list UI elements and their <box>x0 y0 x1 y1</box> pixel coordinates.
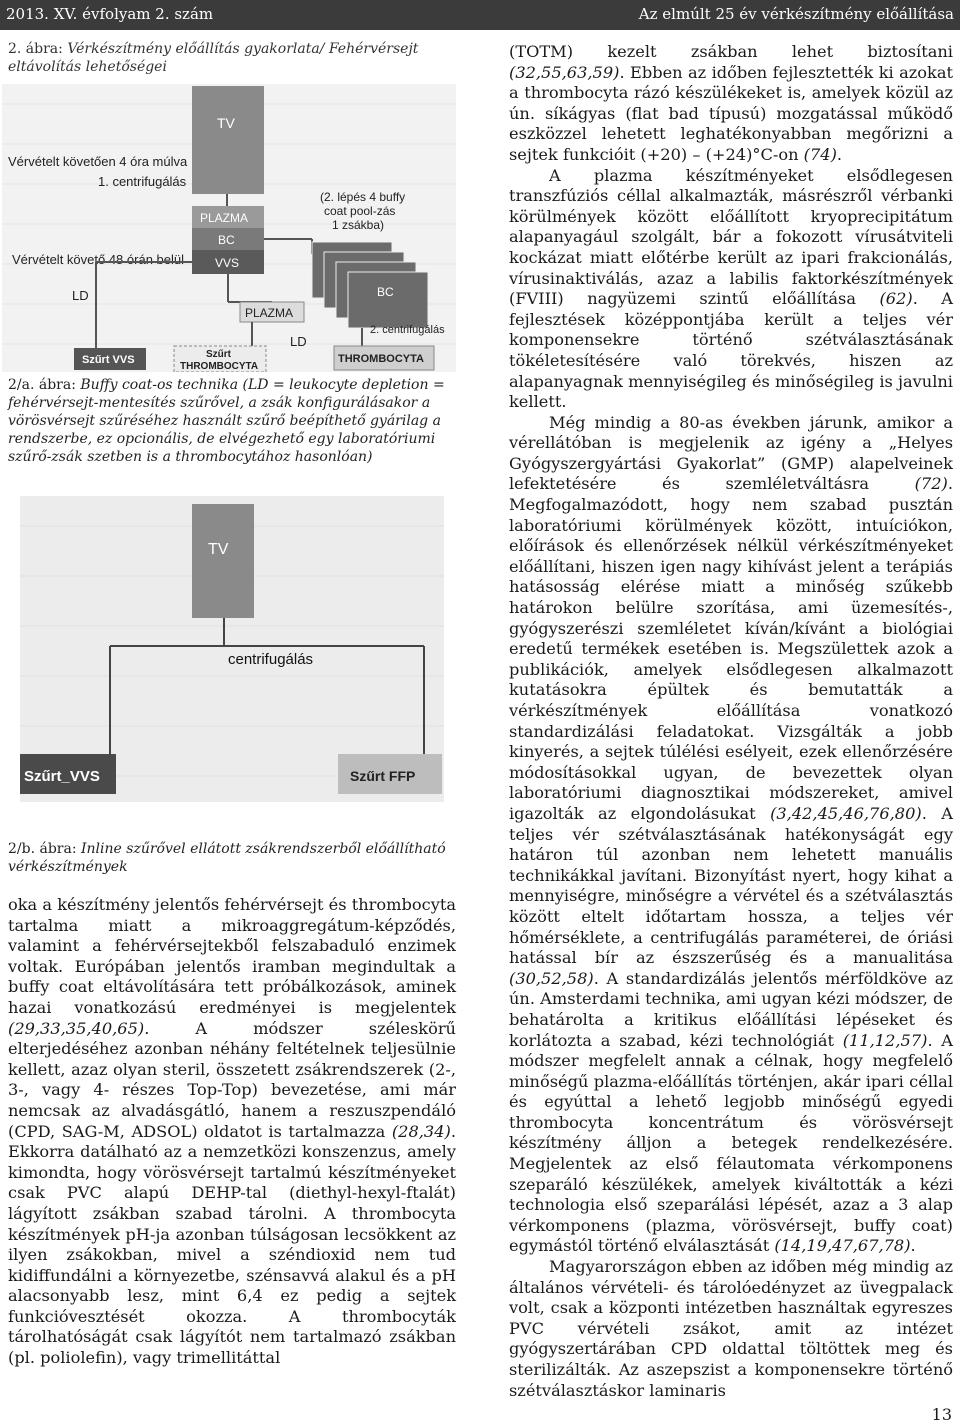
paragraph: oka a készítmény jelentős fehérvérsejt és thrombocyta tartalma miatt a mikroaggregátum-képződés, valamint a fehérvérsejtekből felszabaduló enzimek voltak. Európában jelentős iramban megindultak a buffy coat eltávolítására tett próbálkozások, aminek hazai vonatkozású eredményei is megjelentek (29,33,35,40,65). A módszer széleskörű elterjedéséhez azonban néhány feltételnek teljesülnie kellett, azaz olyan steril, összetett zsákrendszerek (2-, 3-, vagy 4- részes Top-Top) bevezetése, ami már nemcsak az alvadásgátló, hanem a reszuszpendáló (CPD, SAG-M, ADSOL) oldatot is tartalmazza (28,34). Ekkorra datálható az a nemzetközi konszenzus, amely kimondta, hogy vörösvérsejt tartalmú készítményeket csak PVC alapú DEHP-tal (diethyl-hexyl-ftalát) lágyított zsákban szabad tárolni. A thrombocyta készítmények pH-ja azonban túlságosan lecsökkent az ilyen zsákokban, mivel a széndioxid nem tud kidiffundálni a környezetbe, szénsavvá alakul és a pH alacsonyabb lesz, mint 6,4 ez pedig a sejtek funkcióvesztését okozza. A thrombocyták tárolhatóságát csak lágyítót nem tartalmazó zsákban (pl. poliolefin), vagy trimellitáttal <box>8 895 456 1368</box>
bc-label: BC <box>218 233 235 247</box>
szurt-vvs-label: Szűrt VVS <box>82 354 135 366</box>
citation: (30,52,58) <box>509 968 594 988</box>
citation: (3,42,45,46,76,80) <box>770 803 922 823</box>
szurt-thr-label-2: THROMBOCYTA <box>180 361 259 372</box>
plazma-label: PLAZMA <box>200 211 249 225</box>
bc-pool-label: BC <box>377 285 394 299</box>
caption-text: Vérkészítmény előállítás gyakorlata/ Fehérvérsejt eltávolítás lehetőségei <box>8 41 419 75</box>
step2-note-3: 1 zsákba) <box>332 218 385 232</box>
citation: (72) <box>914 474 948 494</box>
centr2-label: 2. centrifugálás <box>370 324 445 336</box>
citation: (14,19,47,67,78) <box>774 1236 911 1256</box>
figure-2a-diagram <box>2 84 456 372</box>
plazma2-label: PLAZMA <box>245 306 294 320</box>
vvs-label: VVS <box>215 256 240 270</box>
caption-lead: 2/b. ábra: <box>8 841 77 857</box>
note-48h: Vérvételt követő 48 órán belül <box>12 252 184 267</box>
right-column-text <box>509 42 953 1401</box>
tv-bag <box>192 86 264 194</box>
ld-label-2: LD <box>290 334 307 349</box>
tv-bag <box>192 504 254 618</box>
citation: (74) <box>803 144 837 164</box>
caption-text: Inline szűrővel ellátott zsákrendszerből előállítható vérkészítmények <box>8 841 446 875</box>
paragraph: Még mindig a 80-as években járunk, amikor a vérellátóban is megjelenik az igény a „Helyes Gyógyszergyártási Gyakorlat” (GMP) alapelveinek lefektetésére és szemléletváltásra (72). Megfogalmazódott, hogy nem szabad pusztán laboratóriumi körülmények között, intuíciókon, előírások és ellenőrzések nélkül vérkészítményeket előállítani, hiszen igen nagy kihívást jelent a terápiás hatásosság elérése miatt a minőség szűkebb határokon belülre szorítása, ami üzemesítés-, gyógyszerészi szemléletet kíván/kívánt a biológiai eredetű termékek esetében is. Megszülettek azok a publikációk, amelyek elsődlegesen alkalmazott kutatásokra épültek és bemutatták a vérkészítmények előállítása vonatkozó standardizálási feladatokat. Vizsgálták a jobb kinyerés, a sejtek túlélési esélyeit, ezek ellenőrzésére módosításokkal ugyan, de bevezettek olyan laboratóriumi diagnosztikai módszereket, amivel igazolták az elgondolásukat (3,42,45,46,76,80). A teljes vér szétválasztásának hatékonyságát egy határon túl azonban nem lehetett manuális technikákkal javítani. Bizonyítást nyert, hogy kihat a mennyiségre, minőségre a vérvétel és a szétválasztás között eltelt időtartam hossza, a teljes vér hőmérséklete, a centrifugálás paraméterei, de óriási hatással bír az észszerűség és a manualitása (30,52,58). A standardizálás jelentős mérföldköve az ún. Amsterdami technika, ami ugyan kézi módszer, de behatárolta a kritikus előállítási lépéseket és korlátozta a szabad, kézi technológiát (11,12,57). A módszer megfelelt annak a célnak, hogy megfelelő minőségű plazma-előállítás történjen, akár ipari céllal és egyúttal a lehető legjobb minőségű egyedi thrombocyta koncentrátum és vörösvérsejt készítmény álljon a betegek rendelkezésére. Megjelentek az első félautomata vérkomponens szeparáló készülékek, amelyek kiváltották a kézi technologia első szeparálási lépését, azaz a 3 alap vérkomponens (plazma, vörösvérsejt, buffy coat) egymástól történő elválasztását (14,19,47,67,78). <box>509 412 954 1256</box>
szurt-vvs-label: Szűrt_VVS <box>24 768 100 785</box>
centr-label: centrifugálás <box>228 651 314 668</box>
step2-note-2: coat pool-zás <box>324 204 396 218</box>
note-4h: Vérvételt követően 4 óra múlva <box>8 154 188 169</box>
citation: (11,12,57) <box>842 1030 928 1050</box>
figure-2-caption <box>8 40 458 76</box>
figure-2b-svg <box>20 496 444 802</box>
paragraph: A plazma készítményeket elsődlegesen transzfúziós céllal alkalmazták, másrészről vérbanki körülmények között előállított kryoprecipitátum alapanyagául szolgált, bár a fokozott vírusátviteli kockázat miatt előtérbe került az ipari frakcionálás, vírusinaktiválás, azaz a labilis faktorkészítmények (FVIII) nagyüzemi szintű előállítása (62). A fejlesztések középpontjába került a teljes vér komponensekre történő szétválasztásának tökéletesítésére való törekvés, hiszen az alapanyagnak mennyiségileg és minőségileg is javulni kellett. <box>509 165 953 412</box>
caption-lead: 2. ábra: <box>8 41 63 57</box>
szurt-ffp-label: Szűrt FFP <box>350 768 416 784</box>
szurt-thr-label-1: Szűrt <box>206 349 231 360</box>
bc-pool-bag <box>348 272 428 328</box>
paragraph: (TOTM) kezelt zsákban lehet biztosítani (32,55,63,59). Ebben az időben fejlesztették ki azokat a thrombocyta rázó készülékeket is, amelyek közül az ún. síkágyas (flat bad típusú) mozgatással működő eszközzel lehetett leghatékonyabban megőrizni a sejtek funkcióit (+20) – (+24)°C-on (74). <box>509 42 953 164</box>
caption-lead: 2/a. ábra: <box>8 377 76 393</box>
paragraph: Magyarországon ebben az időben még mindig az általános vérvételi- és tárolóedényzet az üvegpalack volt, csak a központi intézetben használtak egyreszes PVC vérvételi zsákot, amit az intézet gyógyszertárában CPD oldattal töltöttek meg és sterilizálták. Az aszepszist a komponensekre történő szétválasztáskor laminaris <box>509 1257 953 1400</box>
ld-label-1: LD <box>72 288 89 303</box>
page-number: 13 <box>931 1405 952 1424</box>
note-centr1: 1. centrifugálás <box>98 174 187 189</box>
article-running-title: Az elmúlt 25 év vérkészítmény előállítása <box>638 5 954 23</box>
citation: (62) <box>879 289 913 309</box>
running-header <box>0 0 960 30</box>
step2-note-1: (2. lépés 4 buffy <box>320 190 406 204</box>
thrombocyta-label: THROMBOCYTA <box>338 353 424 365</box>
figure-2b-diagram <box>20 496 444 802</box>
tv-label: TV <box>208 541 229 558</box>
figure-2a-caption <box>8 376 456 466</box>
journal-issue: 2013. XV. évfolyam 2. szám <box>6 5 214 23</box>
caption-text: Buffy coat-os technika (LD = leukocyte depletion = fehérvérsejt-mentesítés szűrővel, a zsák konfigurálásakor a vörösvérsejt szűréséhez használt szűrő beépíthető gyárilag a rendszerbe, ez opcionális, de elvégezhető egy laboratóriumi szűrő-zsák szetben is a thrombocytához hasonlóan) <box>8 377 445 465</box>
figure-2b-caption <box>8 840 456 876</box>
left-column-text <box>8 895 456 1369</box>
citation: (29,33,35,40,65) <box>8 1018 145 1038</box>
citation: (32,55,63,59) <box>509 62 620 82</box>
tv-label: TV <box>217 115 235 131</box>
figure-2a-svg <box>2 84 456 372</box>
citation: (28,34) <box>391 1121 451 1141</box>
